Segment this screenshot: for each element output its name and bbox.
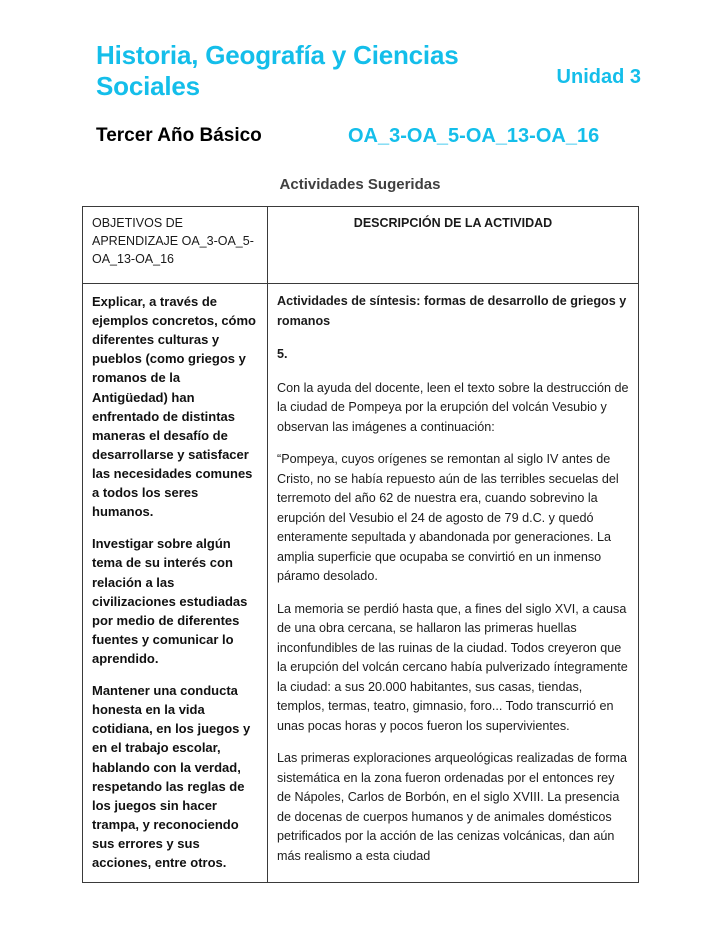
document-header (96, 40, 641, 153)
page-title: Historia, Geografía y Ciencias Sociales (96, 40, 459, 101)
objetivo-paragraph: Explicar, a través de ejemplos concretos, cómo diferentes culturas y pueblos (como griegos y romanos de la Antigüedad) han enfrentado de distintas maneras el desafío de desarrollarse y satisfacer las necesidades comunes a todos los seres humanos. (92, 294, 256, 520)
column-header-objetivos: OBJETIVOS DE APRENDIZAJE OA_3-OA_5-OA_13-OA_16 (83, 207, 268, 284)
header-grade-row (96, 125, 641, 153)
actividad-number: 5. (277, 347, 288, 362)
actividades-table (82, 206, 639, 883)
actividad-paragraph: Las primeras exploraciones arqueológicas realizadas de forma sistemática en la zona fueron ordenadas por el entonces rey de Nápoles, Carlos de Borbón, en el siglo XVIII. La presencia de docenas de cuerpos humanos y de animales domésticos petrificados por la acción de las cenizas volcánicas, dan aún más realismo a esta ciudad (277, 751, 628, 863)
grade-label: Tercer Año Básico (96, 125, 262, 147)
actividad-lead: Actividades de síntesis: formas de desarrollo de griegos y romanos (277, 294, 627, 328)
actividad-paragraph: La memoria se perdió hasta que, a fines del siglo XVI, a causa de una obra cercana, se hallaron las primeras huellas inconfundibles de las ruinas de la ciudad. Todos creyeron que la erupción del volcán cercano había pulverizado íntegramente la ciudad: a sus 20.000 habitantes, sus casas, tiendas, templos, termas, teatro, gimnasio, foro... Todo transcurrió en unas pocas horas y pocos fueron los supervivientes. (277, 601, 628, 733)
actividad-paragraph: “Pompeya, cuyos orígenes se remontan al siglo IV antes de Cristo, no se había repuesto aún de las terribles secuelas del terremoto del año 62 de nuestra era, cuando sobrevino la erupción del Vesubio el 24 de agosto de 79 d.C. y quedó enteramente sepultada y abandonada por generaciones. La amplia superficie que ocupaba se convirtió en un inmenso páramo desolado. (277, 452, 619, 584)
unidad-label: Unidad 3 (556, 66, 641, 89)
section-title: Actividades Sugeridas (279, 176, 441, 193)
table-header-row (83, 207, 639, 284)
cell-descripcion (268, 284, 639, 883)
cell-objetivos (83, 284, 268, 883)
actividad-paragraph: Con la ayuda del docente, leen el texto sobre la destrucción de la ciudad de Pompeya por la erupción del volcán Vesubio y observan las imágenes a continuación: (277, 380, 629, 434)
table-row (83, 284, 639, 883)
objetivo-paragraph: Investigar sobre algún tema de su interés con relación a las civilizaciones estudiadas por medio de diferentes fuentes y comunicar lo aprendido. (92, 536, 248, 666)
objetivo-paragraph: Mantener una conducta honesta en la vida cotidiana, en los juegos y en el trabajo escolar, hablando con la verdad, respetando las reglas de los juegos sin hacer trampa, y reconociendo sus errores y sus acciones, entre otros. (92, 683, 251, 871)
column-header-descripcion: DESCRIPCIÓN DE LA ACTIVIDAD (268, 207, 639, 284)
oa-codes-label: OA_3-OA_5-OA_13-OA_16 (348, 125, 600, 148)
